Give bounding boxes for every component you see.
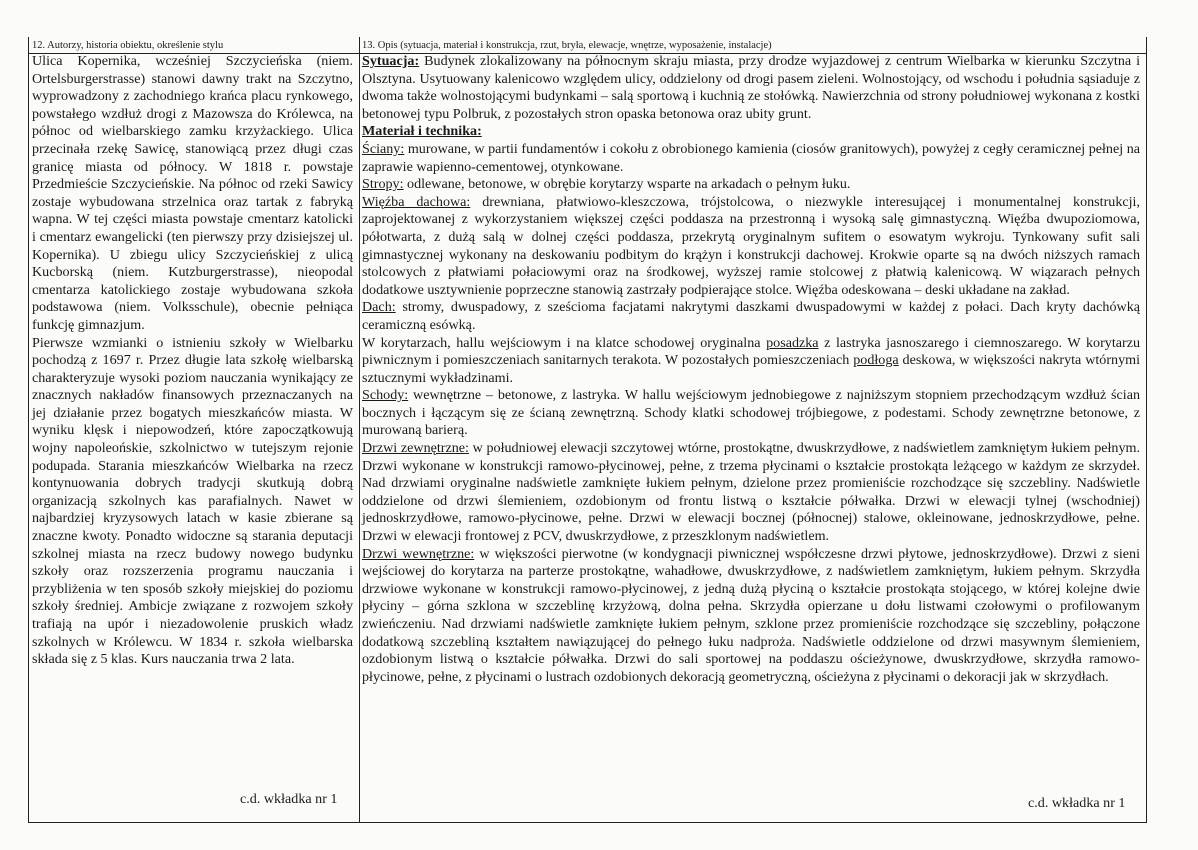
interior-doors-label: Drzwi wewnętrzne:: [362, 545, 475, 562]
interior-doors-text: w większości pierwotne (w kondygnacji piwnicznej współczesne drzwi płytowe, jednoskrzydłowe). Drzwi z sieni wejściowej do korytarza na parterze prostokątne, wahadłowe, dwuskrzydłowe, z nadświetlem zamkniętym, łukiem pełnym. Skrzydła drzwiowe wykonane w konstrukcji ramowo-płycinowej, z jedną dużą płyciną o kształcie prostokąta stojącego, w której kolejne dwie płyciny – górna szklona w szczeblinę krzyżową, dolna pełna. Skrzydła opierzane u dołu listwami czołowymi o profilowanym zwieńczeniu. Nad drzwiami nadświetle zamknięte łukiem pełnym, szklone przez promieniście rozchodzące się szczebliny, połączone dodatkową szczebliną kształtem nawiązującej do pełnego łuku nadproża. Nadświetle oddzielone od drzwi masywnym ślemieniem, ozdobionym listwą o kształcie półwałka. Drzwi do sali sportowej na poddaszu ościeżynowe, dwuskrzydłowe, skrzydła ramowo-płycinowe, pełne, z płycinami o lustrach ozdobionych dekoracją geometryczną, ościeżyna z płycinami o dekoracji jak w skrzydłach.: [362, 545, 1140, 685]
roof-label: Dach:: [362, 299, 396, 316]
roof-truss-text: drewniana, płatwiowo-kleszczowa, trójstolcowa, o niezwykle interesującej i monumentalnej konstrukcji, zaprojektowanej z wykorzystaniem większej części poddasza na przestronną i wysoką salę gimnastyczną. Więźba dwupoziomowa, półotwarta, z dużą salą w dolnej części poddasza, przekrytą oryginalnym sufitem o esowatym wykroju. Tynkowany sufit sali gimnastycznej wykonany na deskowaniu podbitym do krążyn i konstrukcji dachowej. Krokwie oparte są na dwóch niższych ramach stolcowych z płatwiami połaciowymi oraz na środkowej, wyższej ramie stolcowej z płatwią kalenicową. W wiązarach pełnych dodatkowe usztywnienie poprzeczne stanowią zastrzały podpierające stolce. Więźba odeskowana – deski układane na zakład.: [362, 193, 1140, 298]
walls-text: murowane, w partii fundamentów i cokołu z obrobionego kamienia (ciosów granitowych), powyżej z cegły ceramicznej pełnej na zaprawie wapienno-cementowej, otynkowane.: [362, 140, 1140, 175]
exterior-doors-paragraph: [362, 440, 1140, 546]
interior-doors-paragraph: [362, 546, 1140, 687]
right-continuation-note: c.d. wkładka nr 1: [1028, 795, 1126, 811]
situation-text: Budynek zlokalizowany na północnym skraju miasta, przy drodze wyjazdowej z centrum Wielbarka w kierunku Szczytna i Olsztyna. Usytuowany kalenicowo względem ulicy, oddzielony od drogi pasem zieleni. Wolnostojący, od wschodu i południa sąsiaduje z dwoma także wolnostojącymi budynkami – salą sportową i kuchnią ze stołówką. Nawierzchnia od strony południowej wykonana z kostki betonowej typu Polbruk, z pozostałych stron opaska betonowa oraz ubity grunt.: [362, 53, 1140, 122]
floors-text-a: W korytarzach, hallu wejściowym i na klatce schodowej oryginalna: [362, 334, 767, 351]
description-column: [362, 53, 1140, 686]
stairs-label: Schody:: [362, 387, 409, 404]
situation-heading: Sytuacja:: [362, 53, 420, 69]
floors-text-b: z lastryka jasnoszarego i ciemnoszarego. W korytarzu piwnicznym i pomieszczeniach sanitarnych terakota. W pozostałych pomieszczeniach: [362, 334, 1141, 369]
floors-text-c: deskowa, w większości nakryta wtórnymi sztucznymi wykładzinami.: [362, 352, 1141, 386]
ceilings-paragraph: [362, 176, 1140, 194]
roof-truss-label: Więźba dachowa:: [362, 193, 471, 210]
floor-podloga-term: podłoga: [853, 352, 899, 369]
ceilings-label: Stropy:: [362, 176, 404, 193]
right-column-header: 13. Opis (sytuacja, materiał i konstrukcja, rzut, bryła, elewacje, wnętrze, wyposażenie, instalacje): [362, 40, 772, 51]
floors-paragraph: [362, 335, 1140, 388]
walls-paragraph: [362, 141, 1140, 176]
history-paragraph-street: Ulica Kopernika, wcześniej Szczycieńska (niem. Ortelsburgerstrasse) stanowi dawny trakt na Szczytno, wyprowadzony z zachodniego krańca placu rynkowego, powstałego wzdłuż drogi z Mazowsza do Królewca, na północ od wielbarskiego zamku krzyżackiego. Ulica przecinała rzekę Sawicę, stanowiącą przez długi czas granicę miasta od północy. W 1818 r. powstaje Przedmieście Szczycieńskie. Na północ od rzeki Sawicy zostaje wybudowana strzelnica oraz tartak z fabryką wapna. W tej części miasta powstaje cmentarz katolicki i cmentarz ewangelicki (ten pierwszy przy dzisiejszej ul. Kopernika). U zbiegu ulicy Szczycieńskiej z ulicą Kucborską (niem. Kutzburgerstrasse), nieopodal cmentarza katolickiego zostaje wybudowana szkoła podstawowa (niem. Volksschule), obecnie pełniąca funkcję gimnazjum.: [32, 53, 353, 333]
exterior-doors-text: w południowej elewacji szczytowej wtórne, prostokątne, dwuskrzydłowe, z nadświetlem zamkniętym łukiem pełnym. Drzwi wykonane w konstrukcji ramowo-płycinowej, pełne, z trzema płycinami o kształcie prostokąta leżącego w każdym ze skrzydeł. Nad drzwiami oryginalne nadświetle zamknięte łukiem pełnym, dzielone przez promieniście rozchodzące się szczebliny. Nadświetle oddzielone od drzwi ślemieniem, ozdobionym od frontu listwą o kształcie półwałka. Drzwi w elewacji tylnej (wschodniej) jednoskrzydłowe, ramowo-płycinowe, pełne. Drzwi w elewacji bocznej (północnej) stalowe, okleinowane, jednoskrzydłowe, pełne. Drzwi w elewacji frontowej z PCV, dwuskrzydłowe, z przeszklonym nadświetlem.: [362, 440, 1140, 545]
left-continuation-note: c.d. wkładka nr 1: [240, 791, 338, 807]
roof-truss-paragraph: [362, 194, 1140, 300]
roof-paragraph: [362, 299, 1140, 334]
ceilings-text: odlewane, betonowe, w obrębie korytarzy wsparte na arkadach o pełnym łuku.: [403, 176, 851, 193]
stairs-paragraph: [362, 387, 1140, 440]
situation-paragraph: [362, 53, 1140, 123]
left-column-header: 12. Autorzy, historia obiektu, określenie stylu: [32, 40, 224, 51]
history-paragraph-school: Pierwsze wzmianki o istnieniu szkoły w Wielbarku pochodzą z 1697 r. Przez długie lata szkołę wielbarską charakteryzuje wysoki poziom nauczania wynikający ze znacznych nakładów finansowych przeznaczanych na jej działanie przez bogatych mieszkańców miasta. W wyniku klęsk i niepowodzeń, które zapoczątkowują wojny napoleońskie, szkolnictwo w tutejszym rejonie podupada. Starania mieszkańców Wielbarka na rzecz kontynuowania dobrych tradycji skutkują dobrą organizacją szkolnych kas parafialnych. Nawet w najbardziej kryzysowych latach w kasie zbierane są znaczne kwoty. Ponadto widoczne są starania deputacji szkolnej miasta na rzecz budowy nowego budynku szkoły oraz rozszerzenia programu nauczania i przybliżenia w ten sposób szkoły miejskiej do poziomu szkoły średniej. Ambicje związane z rozwojem szkoły trafiają na upór i niezadowolenie pruskich władz szkolnych w Królewcu. W 1834 r. szkoła wielbarska składa się z 5 klas. Kurs nauczania trwa 2 lata.: [32, 334, 353, 668]
stairs-text: wewnętrzne – betonowe, z lastryka. W hallu wejściowym jednobiegowe z najniższym stopniem przechodzącym wzdłuż ścian bocznych i łączącym się ze ścianą zewnętrzną. Schody klatki schodowej trójbiegowe, z podestami. Schody zewnętrzne betonowe, z murowaną barierą.: [362, 387, 1140, 439]
material-heading: Materiał i technika:: [362, 123, 482, 140]
floor-posadzka-term: posadzka: [766, 334, 819, 351]
roof-text: stromy, dwuspadowy, z sześcioma facjatami nakrytymi daszkami dwuspadowymi w każdej z połaci. Dach kryty dachówką ceramiczną esówką.: [362, 299, 1140, 333]
walls-label: Ściany:: [362, 140, 405, 157]
exterior-doors-label: Drzwi zewnętrzne:: [362, 440, 469, 457]
history-column: [32, 53, 353, 669]
